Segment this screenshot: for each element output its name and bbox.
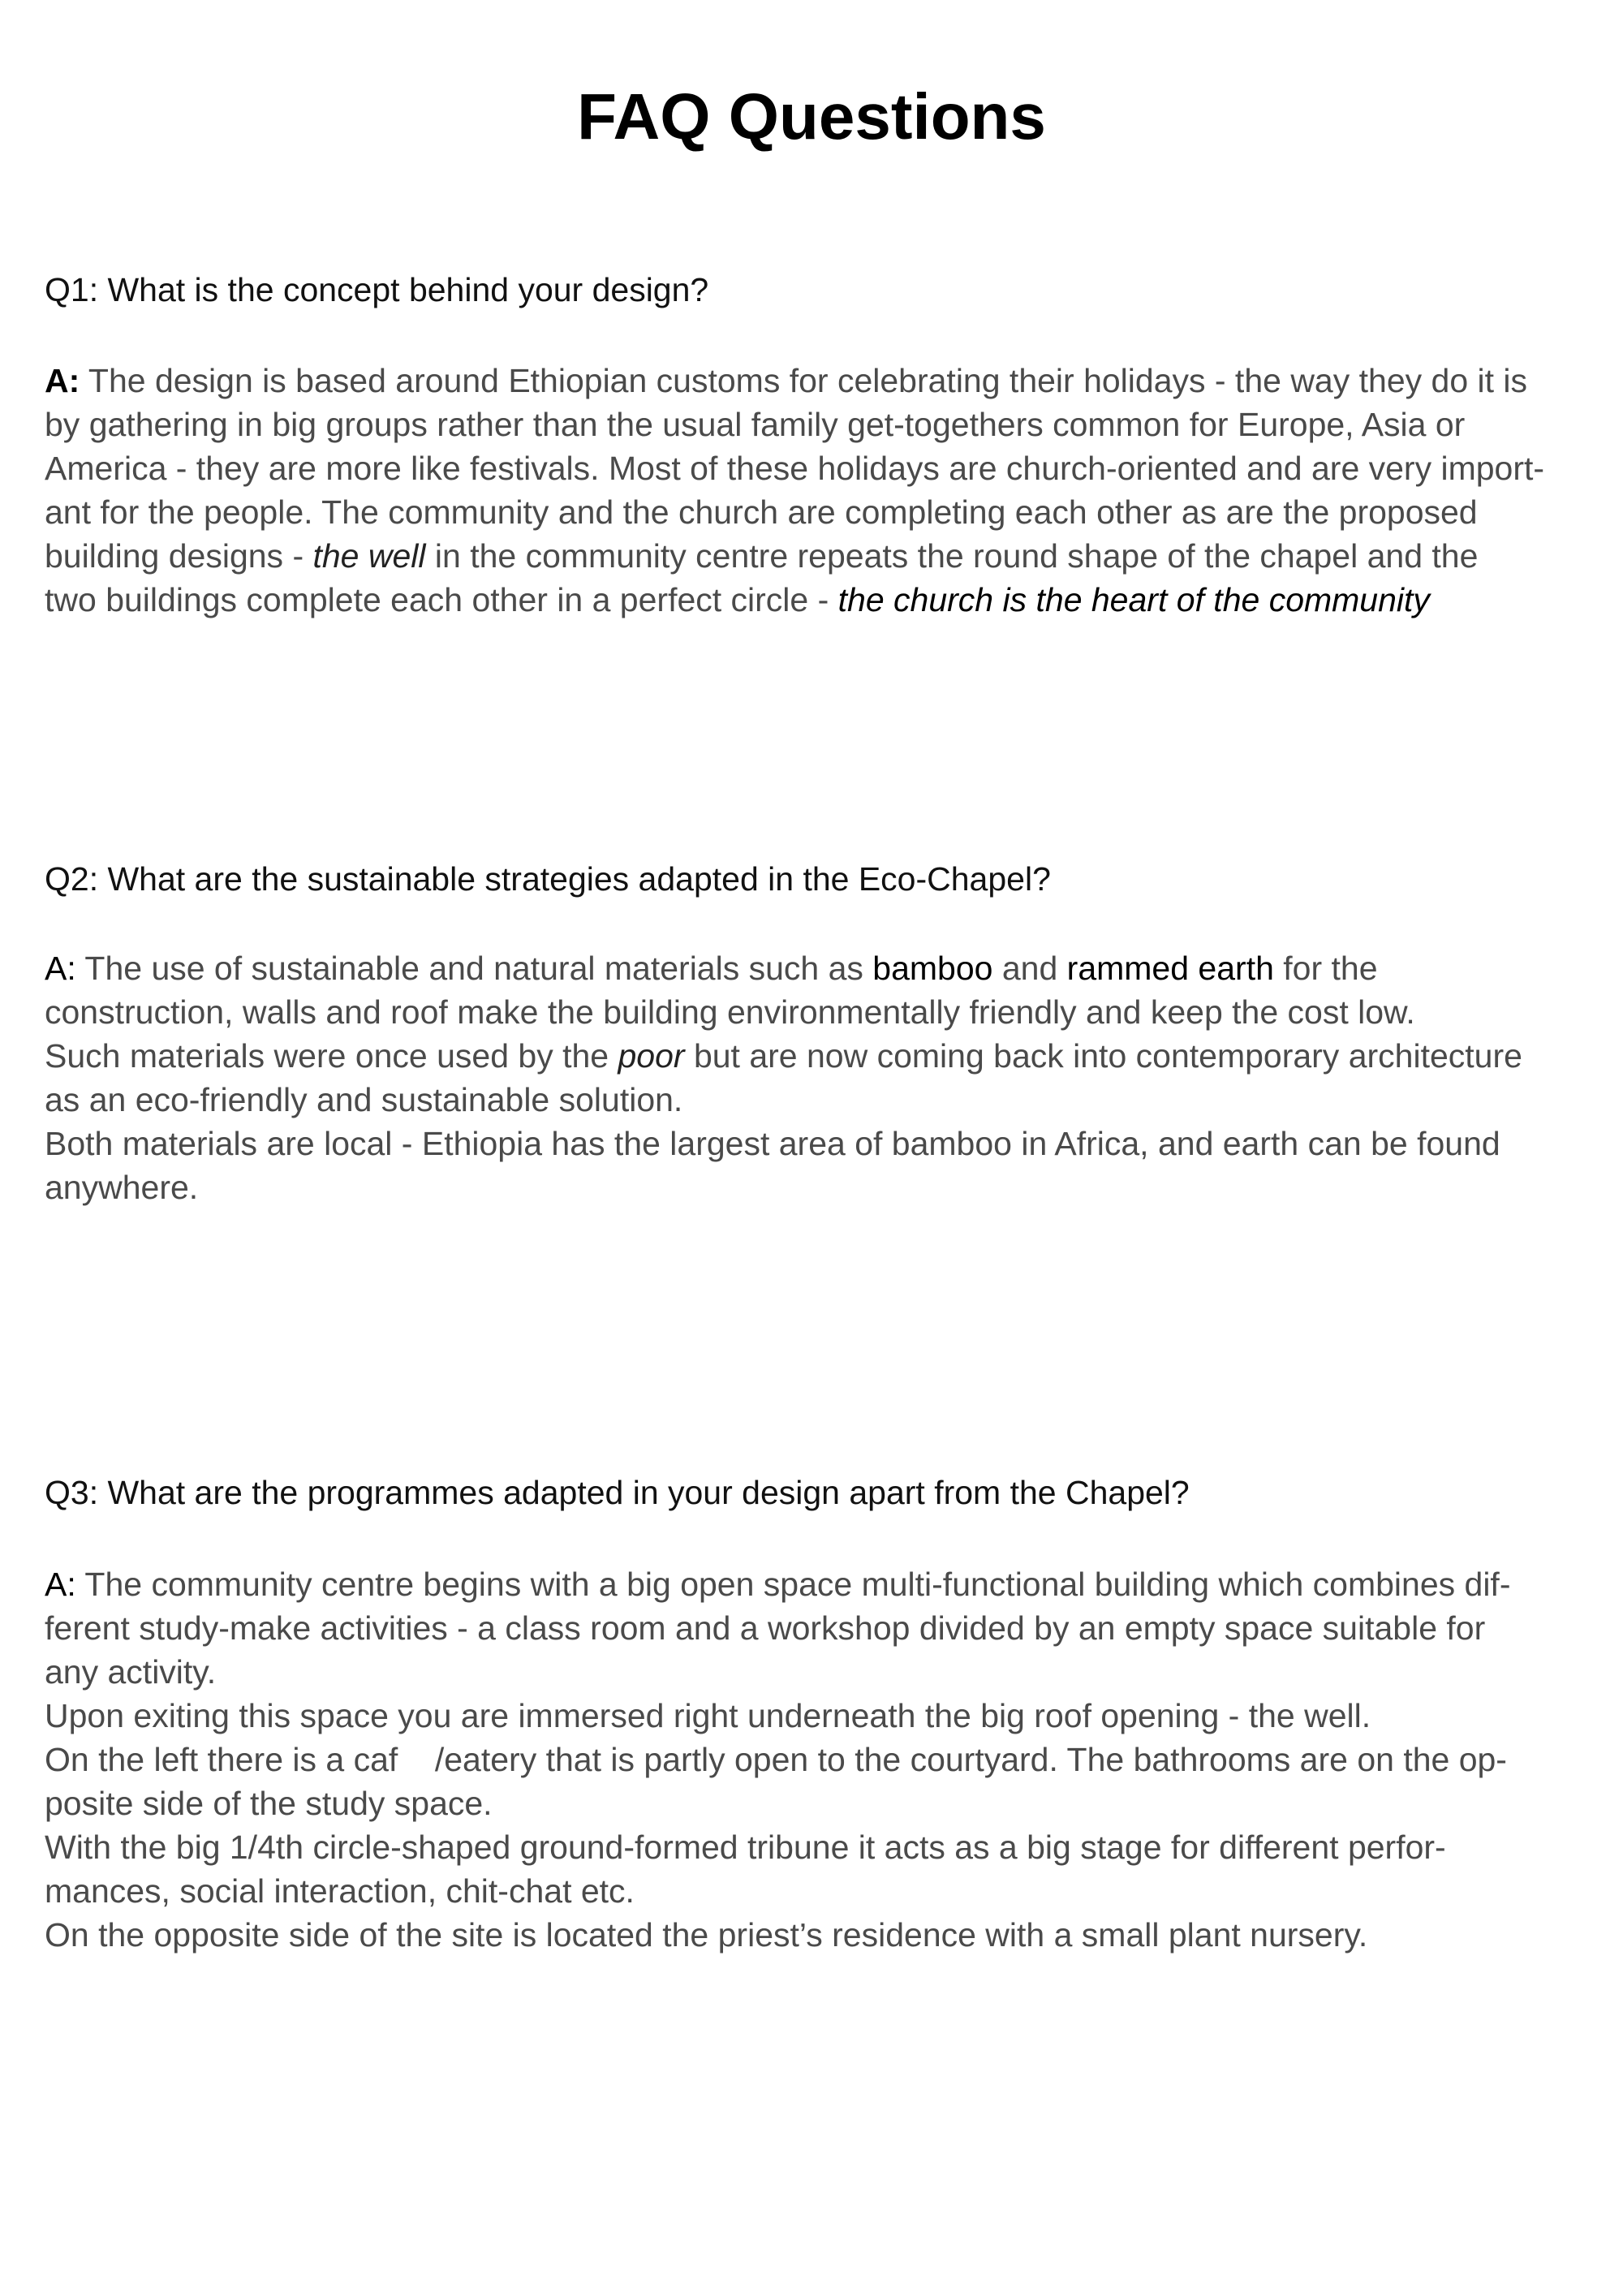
answer-label: A: — [45, 362, 80, 399]
answer-3-line: mances, social interaction, chit-chat etc. — [45, 1872, 635, 1910]
question-1: Q1: What is the concept behind your design? — [45, 271, 709, 308]
emphasis-text: the church is the heart of the community — [837, 581, 1430, 618]
answer-1-line: ant for the people. The community and the church are completing each other as are the proposed — [45, 493, 1478, 531]
emphasis-text: the well — [312, 537, 426, 575]
answer-3-line: posite side of the study space. — [45, 1785, 493, 1822]
answer-2 — [45, 946, 1586, 1209]
answer-2-line — [45, 946, 1586, 990]
answer-3-line — [45, 1562, 1586, 1606]
answer-label: A: — [45, 1566, 76, 1603]
answer-2-line — [45, 1034, 1586, 1078]
answer-text: for the — [1273, 950, 1378, 987]
answer-text: and — [992, 950, 1067, 987]
answer-1-line — [45, 534, 1586, 578]
answer-1-line: by gathering in big groups rather than the usual family get-togethers common for Europe, Asia or — [45, 406, 1466, 443]
answer-3-line: With the big 1/4th circle-shaped ground-formed tribune it acts as a big stage for different perfor- — [45, 1829, 1446, 1866]
answer-3 — [45, 1562, 1586, 1957]
answer-1-line — [45, 359, 1586, 403]
answer-3-line: Upon exiting this space you are immersed right underneath the big roof opening - the well. — [45, 1697, 1371, 1734]
answer-text: The use of sustainable and natural materials such as — [75, 950, 873, 987]
answer-3-line: any activity. — [45, 1653, 217, 1691]
answer-3-line: On the opposite side of the site is located the priest’s residence with a small plant nursery. — [45, 1916, 1368, 1954]
answer-text: two buildings complete each other in a perfect circle - — [45, 581, 838, 618]
answer-3-line: ferent study-make activities - a class room and a workshop divided by an empty space suitable for — [45, 1609, 1486, 1647]
answer-text: building designs - — [45, 537, 313, 575]
answer-3-line: On the left there is a caf /eatery that is partly open to the courtyard. The bathrooms are on the op- — [45, 1741, 1507, 1778]
answer-2-line: construction, walls and roof make the building environmentally friendly and keep the cost low. — [45, 993, 1415, 1031]
answer-1 — [45, 359, 1586, 622]
question-3: Q3: What are the programmes adapted in your design apart from the Chapel? — [45, 1474, 1190, 1511]
highlight-text: bamboo — [872, 950, 993, 987]
answer-1-line: America - they are more like festivals. Most of these holidays are church-oriented and are very import- — [45, 450, 1545, 487]
answer-text: Such materials were once used by the — [45, 1037, 618, 1075]
answer-2-line: anywhere. — [45, 1169, 199, 1206]
answer-label: A: — [45, 950, 76, 987]
answer-2-line: Both materials are local - Ethiopia has the largest area of bamboo in Africa, and earth can be found — [45, 1125, 1500, 1162]
answer-1-line — [45, 578, 1586, 622]
highlight-text: rammed earth — [1066, 950, 1274, 987]
answer-text: but are now coming back into contemporary architecture — [684, 1037, 1522, 1075]
page-title: FAQ Questions — [577, 80, 1046, 153]
answer-text: in the community centre repeats the round shape of the chapel and the — [425, 537, 1479, 575]
emphasis-text: poor — [618, 1037, 685, 1075]
answer-text: The design is based around Ethiopian customs for celebrating their holidays - the way they do it is — [80, 362, 1528, 399]
answer-2-line: as an eco-friendly and sustainable solution. — [45, 1081, 683, 1118]
question-2: Q2: What are the sustainable strategies adapted in the Eco-Chapel? — [45, 860, 1051, 898]
answer-text: The community centre begins with a big open space multi-functional building which combines dif- — [75, 1566, 1511, 1603]
